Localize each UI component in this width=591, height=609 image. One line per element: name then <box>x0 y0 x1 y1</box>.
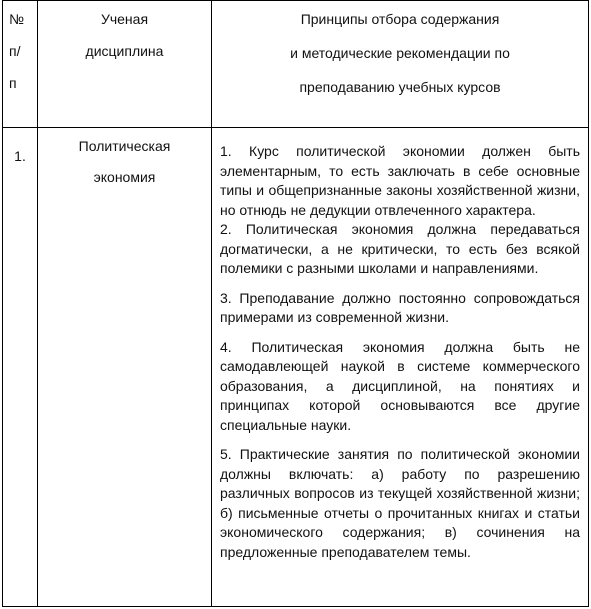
header-number-line: п <box>9 75 17 91</box>
header-principles-line: Принципы отбора содержания <box>300 11 500 27</box>
principle-item: 4. Политическая экономия должна быть не самодавлеющей наукой в системе коммерческого образования, а дисциплиной, на понятиях и принципах которой основываются все другие специальные науки. <box>220 338 580 433</box>
table-header-row <box>3 1 589 128</box>
principle-item: 3. Преподавание должно постоянно сопровождаться примерами из современной жизни. <box>220 289 580 325</box>
header-number-line: № <box>9 11 25 27</box>
row-number: 1. <box>14 148 26 164</box>
discipline-name-line: экономия <box>93 169 156 185</box>
header-principles-line: и методические рекомендации по <box>290 45 510 61</box>
principle-item: 1. Курс политической экономии должен быть элементарным, то есть заключать в себе основные типы и общепризнанные законы хозяйственной жизни, но отнюдь не дедукции отвлеченного характера. <box>220 143 580 218</box>
principle-item: 2. Политическая экономия должна передаваться догматически, а не критически, то есть без всякой полемики с разными школами и направлениями. <box>220 221 580 276</box>
principles-cell <box>212 128 589 607</box>
row-number-cell <box>3 128 38 607</box>
principle-item: 5. Практические занятия по политической экономии должны включать: а) работу по разрешению различных вопросов из текущей хозяйственной жизни; б) письменные отчеты о прочитанных книгах и статьи экономического содержания; в) сочинения на предложенные преподавателем темы. <box>220 446 580 560</box>
header-number-line: п/ <box>9 43 21 59</box>
header-principles-cell <box>212 1 589 128</box>
discipline-cell <box>38 128 212 607</box>
header-number-cell <box>3 1 38 128</box>
header-principles-line: преподаванию учебных курсов <box>299 79 501 95</box>
discipline-name-line: Политическая <box>78 138 171 154</box>
header-discipline-cell <box>38 1 212 128</box>
curriculum-table <box>2 0 589 607</box>
header-discipline-line: Ученая <box>100 11 149 27</box>
header-discipline-line: дисциплина <box>85 43 164 59</box>
table-row <box>3 128 589 607</box>
